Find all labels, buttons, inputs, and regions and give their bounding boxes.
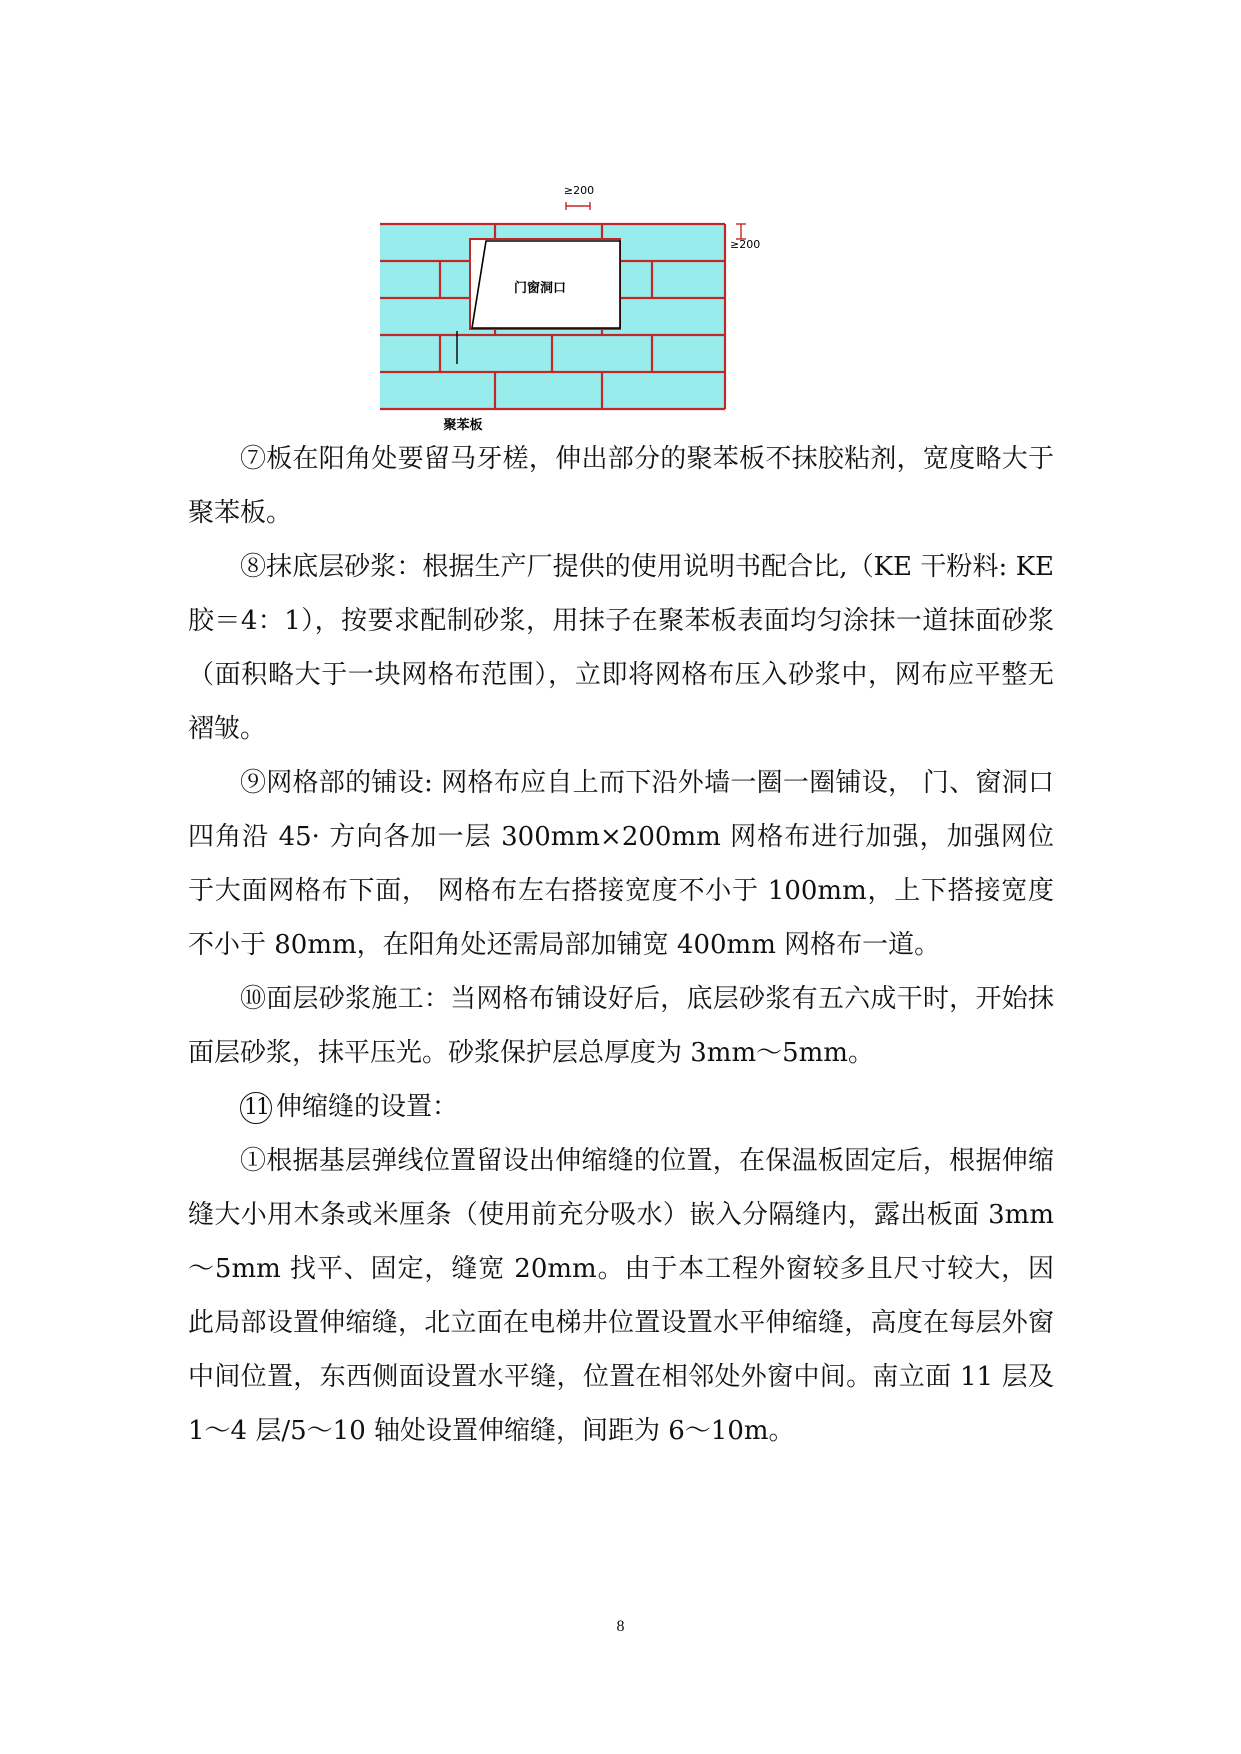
paragraph-11-text: 伸缩缝的设置：: [276, 1092, 459, 1122]
board-label: 聚苯板: [443, 418, 483, 432]
insulation-board-layout-figure: [380, 186, 840, 432]
right-dimension: [736, 224, 746, 239]
paragraph-8: ⑧抹底层砂浆：根据生产厂提供的使用说明书配合比,（KE 干粉料: KE 胶＝4：1），按要求配制砂浆，用抹子在聚苯板表面均匀涂抹一道抹面砂浆（面积略大于一块网格布范围），立即将网格布压入砂浆中，网布应平整无褶皱。: [188, 552, 1054, 744]
paragraph-expansion-joint: ①根据基层弹线位置留设出伸缩缝的位置，在保温板固定后，根据伸缩缝大小用木条或米厘条（使用前充分吸水）嵌入分隔缝内，露出板面 3mm～5mm 找平、固定，缝宽 20mm。由于本工程外窗较多且尺寸较大，因此局部设置伸缩缝，北立面在电梯井位置设置水平伸缩缝，高度在每层外窗中间位置，东西侧面设置水平缝，位置在相邻处外窗中间。南立面 11 层及 1～4 层/5～10 轴处设置伸缩缝，间距为 6～10m。: [188, 1146, 1054, 1446]
opening-label: 门窗洞口: [513, 281, 567, 296]
top-dimension-label: ≥200: [563, 186, 595, 197]
paragraph-7: ⑦板在阳角处要留马牙槎，伸出部分的聚苯板不抹胶粘剂，宽度略大于聚苯板。: [188, 444, 1054, 528]
top-dimension: [566, 202, 590, 210]
paragraph-11: [188, 1080, 1054, 1134]
body-text: [188, 432, 1054, 1458]
paragraph-9: ⑨网格部的铺设: 网格布应自上而下沿外墙一圈一圈铺设， 门、窗洞口四角沿 45· 方向各加一层 300mm×200mm 网格布进行加强，加强网位于大面网格布下面， 网格布左右搭接宽度不小于 100mm，上下搭接宽度不小于 80mm，在阳角处还需局部加铺宽 400mm 网格布一道。: [188, 768, 1054, 960]
paragraph-10: ⑩面层砂浆施工：当网格布铺设好后，底层砂浆有五六成干时，开始抹面层砂浆，抹平压光。砂浆保护层总厚度为 3mm～5mm。: [188, 984, 1054, 1068]
right-dimension-label: ≥200: [730, 238, 761, 251]
circled-number-11: 11: [240, 1092, 272, 1124]
page-number: 8: [616, 1618, 625, 1635]
